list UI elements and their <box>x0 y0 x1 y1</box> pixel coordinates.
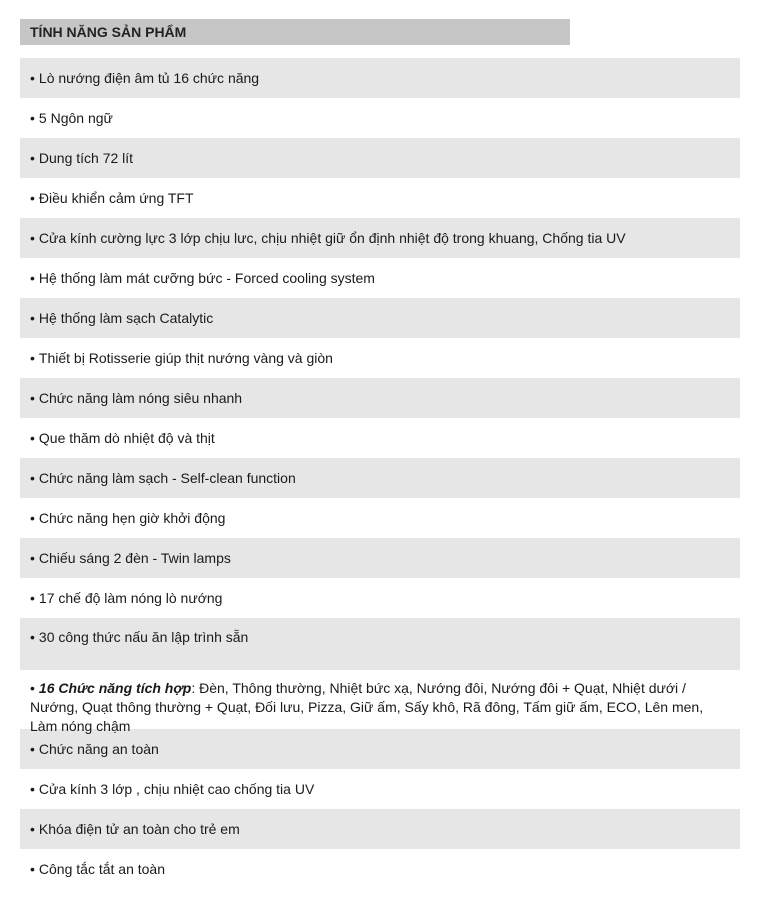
list-item <box>20 498 740 538</box>
section-title: TÍNH NĂNG SẢN PHẨM <box>20 19 570 45</box>
list-item-text: 30 công thức nấu ăn lập trình sẵn <box>38 629 249 645</box>
bullet: • <box>30 550 35 566</box>
list-item <box>20 618 740 670</box>
list-item <box>20 98 740 138</box>
list-item <box>20 769 740 809</box>
list-item-functions <box>20 670 740 734</box>
list-item <box>20 378 740 418</box>
list-item <box>20 418 740 458</box>
list-item-text: Cửa kính 3 lớp , chịu nhiệt cao chống tia UV <box>38 781 315 797</box>
list-item <box>20 178 740 218</box>
list-item-text: Hệ thống làm mát cưỡng bức - Forced cooling system <box>38 270 375 286</box>
list-item <box>20 849 740 889</box>
list-item-text: Khóa điện tử an toàn cho trẻ em <box>38 821 240 837</box>
list-item <box>20 458 740 498</box>
list-item <box>20 218 740 258</box>
list-item <box>20 298 740 338</box>
list-item <box>20 578 740 618</box>
bullet: • <box>30 150 35 166</box>
functions-label: 16 Chức năng tích hợp <box>38 680 192 696</box>
bullet: • <box>30 70 35 86</box>
bullet: • <box>30 590 35 606</box>
list-item <box>20 258 740 298</box>
list-item-text: Chức năng làm sạch - Self-clean function <box>38 470 296 486</box>
bullet: • <box>30 680 35 696</box>
list-item-text: 5 Ngôn ngữ <box>38 110 113 126</box>
list-item-text: Cửa kính cường lực 3 lớp chịu lưc, chịu nhiệt giữ ổn định nhiệt độ trong khuang, Chống tia UV <box>38 230 626 246</box>
bullet: • <box>30 110 35 126</box>
bullet: • <box>30 741 35 757</box>
list-item <box>20 58 740 98</box>
bullet: • <box>30 430 35 446</box>
list-item-text: Chức năng hẹn giờ khởi động <box>38 510 226 526</box>
list-item-text: Chức năng an toàn <box>38 741 159 757</box>
bullet: • <box>30 781 35 797</box>
functions-text: : Đèn, Thông thường, Nhiệt bức xạ, Nướng đôi, Nướng đôi + Quạt, Nhiệt dưới / Nướng, Quạt thông thường + Quạt, Đối lưu, Pizza, Giữ ấm, Sấy khô, Rã đông, Tấm giữ ấm, ECO, Lên men, Làm nóng chậm <box>30 680 704 734</box>
list-item-text: Dung tích 72 lít <box>38 150 134 166</box>
bullet: • <box>30 470 35 486</box>
bullet: • <box>30 230 35 246</box>
bullet: • <box>30 390 35 406</box>
bullet: • <box>30 861 35 877</box>
list-item-text: Điều khiển cảm ứng TFT <box>38 190 194 206</box>
bullet: • <box>30 270 35 286</box>
list-item-text: Que thăm dò nhiệt độ và thịt <box>38 430 215 446</box>
bullet: • <box>30 350 35 366</box>
bullet: • <box>30 310 35 326</box>
bullet: • <box>30 821 35 837</box>
list-item-text: Chiếu sáng 2 đèn - Twin lamps <box>38 550 231 566</box>
list-item <box>20 138 740 178</box>
bullet: • <box>30 510 35 526</box>
list-item <box>20 538 740 578</box>
list-item-text: Lò nướng điện âm tủ 16 chức năng <box>38 70 260 86</box>
list-item-text: Thiết bị Rotisserie giúp thịt nướng vàng và giòn <box>38 350 333 366</box>
bullet: • <box>30 190 35 206</box>
list-item-text: Chức năng làm nóng siêu nhanh <box>38 390 243 406</box>
list-item <box>20 338 740 378</box>
list-item-text: Hệ thống làm sạch Catalytic <box>38 310 214 326</box>
list-item-text: Công tắc tắt an toàn <box>38 861 165 877</box>
bullet: • <box>30 629 35 645</box>
list-item <box>20 809 740 849</box>
list-item-text: 17 chế độ làm nóng lò nướng <box>38 590 223 606</box>
feature-list <box>20 58 740 889</box>
